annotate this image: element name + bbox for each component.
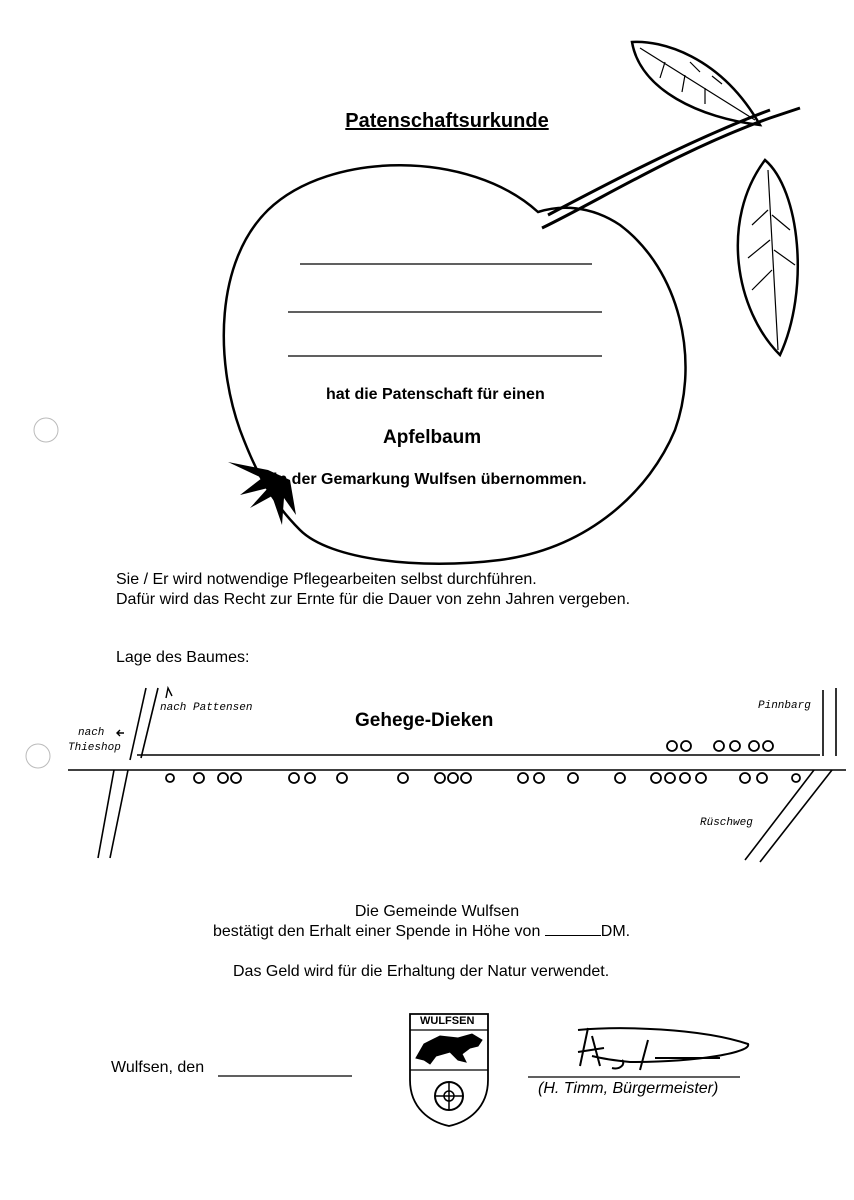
label-nach: nach <box>78 727 105 739</box>
terms-line-2: Dafür wird das Recht zur Ernte für die Dauer von zehn Jahren vergeben. <box>116 591 631 608</box>
label-rueschweg: Rüschweg <box>700 817 753 829</box>
location-label: Lage des Baumes: <box>116 649 250 666</box>
donation-line <box>213 922 630 942</box>
municipality-line: Die Gemeinde Wulfsen <box>354 903 520 920</box>
label-thieshope: Thieshop <box>68 742 121 754</box>
crest-text: WULFSEN <box>420 1015 475 1027</box>
street-name: Gehege-Dieken <box>355 710 494 731</box>
donation-prefix: bestätigt den Erhalt einer Spende in Höhe von <box>213 923 545 940</box>
label-pinnbarg: Pinnbarg <box>758 700 811 712</box>
district-line: in der Gemarkung Wulfsen übernommen. <box>273 471 587 488</box>
certificate-title: Patenschaftsurkunde <box>345 110 549 132</box>
place-date: Wulfsen, den <box>111 1059 205 1076</box>
nature-line: Das Geld wird für die Erhaltung der Natur verwendet. <box>233 963 610 980</box>
currency: DM. <box>600 923 631 940</box>
tree-markers <box>166 741 800 783</box>
signatory-name: (H. Timm, Bürgermeister) <box>538 1080 719 1097</box>
terms-line-1: Sie / Er wird notwendige Pflegearbeiten selbst durchführen. <box>116 571 537 588</box>
amount-blank <box>545 935 601 936</box>
wulfsen-crest <box>410 1014 488 1126</box>
sponsorship-line: hat die Patenschaft für einen <box>326 386 545 403</box>
lower-leaf <box>738 160 798 355</box>
tree-type: Apfelbaum <box>383 427 482 448</box>
signature <box>578 1028 748 1070</box>
label-nach-pattensen: nach Pattensen <box>160 702 253 714</box>
